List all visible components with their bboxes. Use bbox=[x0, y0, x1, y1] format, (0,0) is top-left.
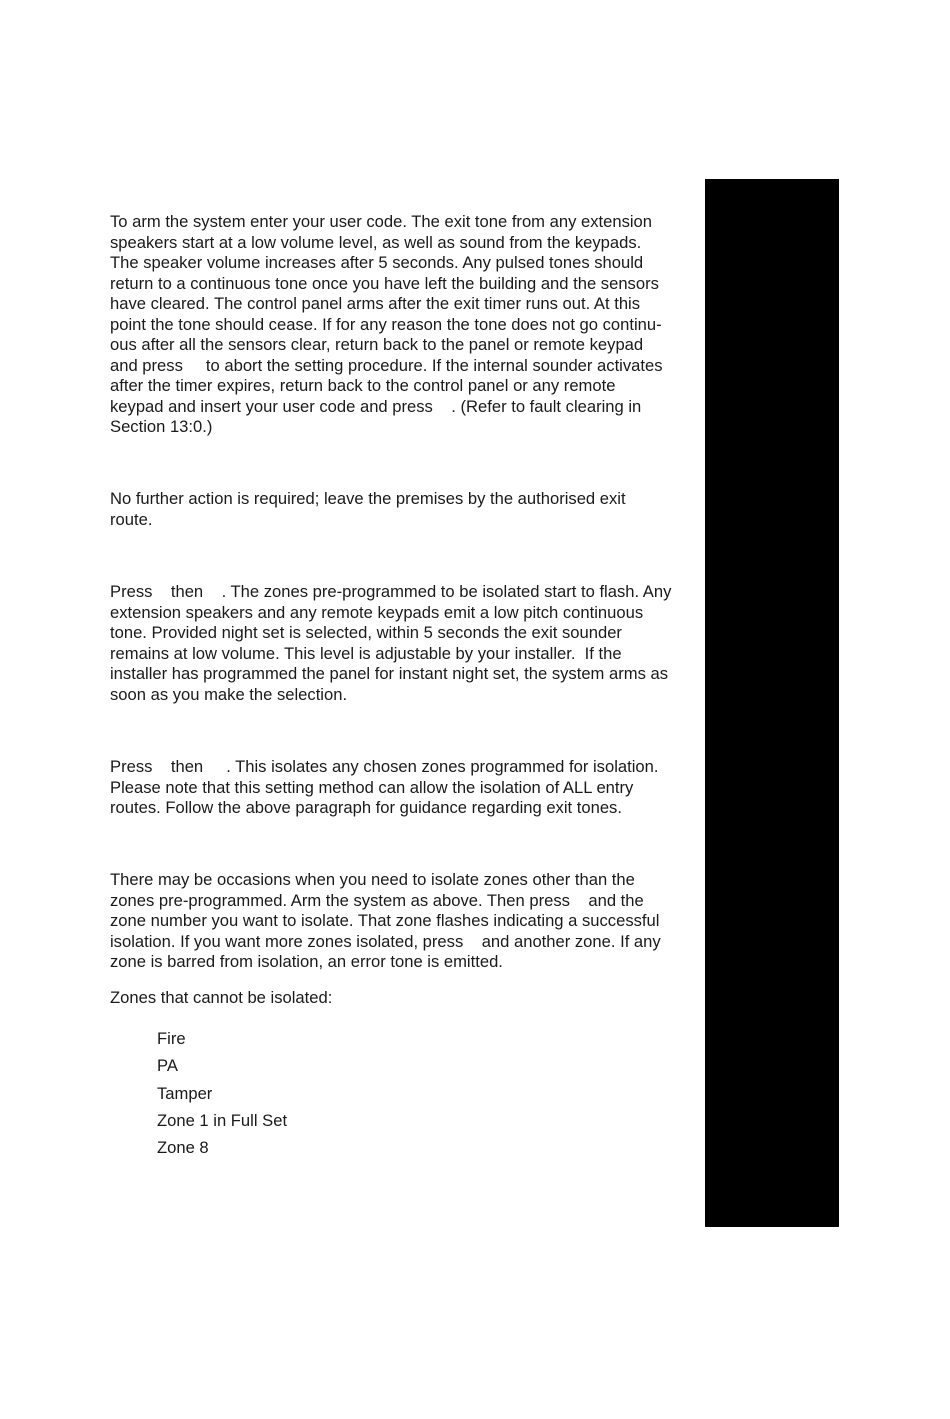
paragraph-line: return to a continuous tone once you have left the building and the sensors bbox=[110, 273, 659, 293]
paragraph-line: Press then . The zones pre-programmed to be isolated start to flash. Any bbox=[110, 582, 672, 601]
arming-paragraph bbox=[110, 212, 663, 438]
paragraph-line: Please note that this setting method can allow the isolation of ALL entry bbox=[110, 777, 634, 797]
isolate-programmed-paragraph bbox=[110, 757, 658, 819]
paragraph-line: Zones that cannot be isolated: bbox=[110, 988, 333, 1007]
cannot-isolate-intro bbox=[110, 988, 332, 1009]
list-item: Zone 1 in Full Set bbox=[157, 1110, 288, 1130]
paragraph-line: tone. Provided night set is selected, within 5 seconds the exit sounder bbox=[110, 623, 622, 642]
side-tab-bar bbox=[705, 179, 839, 1227]
night-set-paragraph bbox=[110, 582, 671, 705]
paragraph-line: The speaker volume increases after 5 seconds. Any pulsed tones should bbox=[110, 253, 644, 272]
list-item: Zone 8 bbox=[157, 1138, 209, 1158]
paragraph-line: There may be occasions when you need to isolate zones other than the bbox=[110, 870, 635, 889]
list-item: Tamper bbox=[157, 1083, 213, 1103]
paragraph-line: No further action is required; leave the premises by the authorised exit bbox=[110, 489, 626, 508]
paragraph-line: extension speakers and any remote keypads emit a low pitch continuous bbox=[110, 602, 644, 622]
paragraph-line: have cleared. The control panel arms after the exit timer runs out. At this bbox=[110, 294, 641, 313]
paragraph-line: point the tone should cease. If for any reason the tone does not go continu- bbox=[110, 314, 662, 334]
leave-premises-paragraph bbox=[110, 489, 626, 530]
paragraph-line: Press then . This isolates any chosen zones programmed for isolation. bbox=[110, 757, 659, 776]
isolate-other-paragraph bbox=[110, 870, 661, 973]
paragraph-line: after the timer expires, return back to the control panel or any remote bbox=[110, 376, 616, 395]
paragraph-line: routes. Follow the above paragraph for guidance regarding exit tones. bbox=[110, 798, 622, 817]
paragraph-line: To arm the system enter your user code. The exit tone from any extension bbox=[110, 212, 653, 231]
paragraph-line: zone number you want to isolate. That zone flashes indicating a successful bbox=[110, 911, 660, 930]
paragraph-line: installer has programmed the panel for instant night set, the system arms as bbox=[110, 664, 668, 683]
paragraph-line: zones pre-programmed. Arm the system as above. Then press and the bbox=[110, 890, 644, 910]
paragraph-line: and press to abort the setting procedure. If the internal sounder activates bbox=[110, 355, 663, 375]
list-item: PA bbox=[157, 1056, 178, 1076]
paragraph-line: isolation. If you want more zones isolated, press and another zone. If any bbox=[110, 931, 661, 951]
list-item: Fire bbox=[157, 1029, 186, 1048]
paragraph-line: Section 13:0.) bbox=[110, 417, 213, 436]
paragraph-line: zone is barred from isolation, an error tone is emitted. bbox=[110, 952, 503, 971]
paragraph-line: ous after all the sensors clear, return back to the panel or remote keypad bbox=[110, 335, 644, 354]
non-isolatable-zone-list bbox=[157, 1028, 287, 1164]
paragraph-line: route. bbox=[110, 509, 153, 529]
paragraph-line: remains at low volume. This level is adjustable by your installer. If the bbox=[110, 643, 622, 663]
paragraph-line: speakers start at a low volume level, as well as sound from the keypads. bbox=[110, 232, 642, 252]
paragraph-line: soon as you make the selection. bbox=[110, 684, 348, 704]
paragraph-line: keypad and insert your user code and press . (Refer to fault clearing in bbox=[110, 396, 642, 416]
